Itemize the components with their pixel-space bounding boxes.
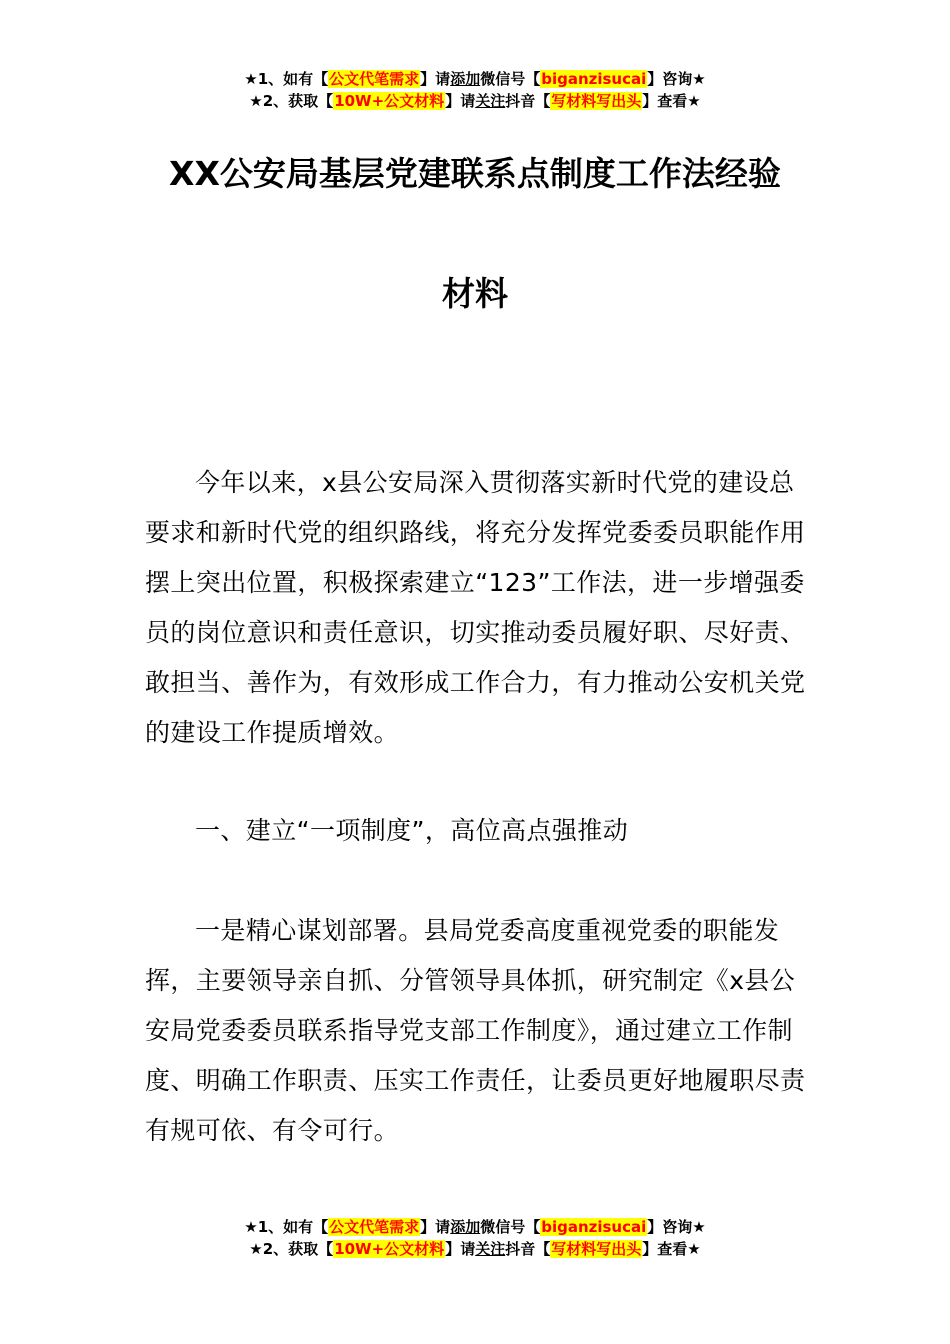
promo-highlight: 10W+公文材料 — [334, 1240, 445, 1258]
promo-banner-bottom — [0, 1216, 950, 1260]
promo-line-1: ★1、如有【公文代笔需求】请添加微信号【biganzisucai】咨询★ — [244, 70, 706, 88]
promo-highlight: 公文代笔需求 — [329, 1218, 420, 1236]
promo-line-2: ★2、获取【10W+公文材料】请关注抖音【写材料写出头】查看★ — [249, 1240, 701, 1258]
body-paragraph-1: 今年以来，x县公安局深入贯彻落实新时代党的建设总要求和新时代党的组织路线，将充分发挥党委委员职能作用摆上突出位置，积极探索建立“123”工作法，进一步增强委员的岗位意识和责任意识，切实推动委员履好职、尽好责、敢担当、善作为，有效形成工作合力，有力推动公安机关党的建设工作提质增效。 — [145, 468, 806, 747]
promo-banner-top — [0, 68, 950, 112]
promo-douyin-id: 写材料写出头 — [551, 92, 642, 110]
body-paragraph-2: 一是精心谋划部署。县局党委高度重视党委的职能发挥，主要领导亲自抓、分管领导具体抓，研究制定《x县公安局党委委员联系指导党支部工作制度》，通过建立工作制度、明确工作职责、压实工作责任，让委员更好地履职尽责有规可依、有令可行。 — [145, 916, 806, 1145]
promo-wechat-id: biganzisucai — [541, 70, 647, 88]
promo-wechat-id: biganzisucai — [541, 1218, 647, 1236]
promo-line-2: ★2、获取【10W+公文材料】请关注抖音【写材料写出头】查看★ — [249, 92, 701, 110]
document-title-line-1: XX公安局基层党建联系点制度工作法经验 — [169, 154, 781, 193]
promo-highlight: 10W+公文材料 — [334, 92, 445, 110]
section-heading-1: 一、建立“一项制度”，高位高点强推动 — [195, 816, 629, 845]
document-title-line-2: 材料 — [442, 274, 508, 313]
promo-line-1: ★1、如有【公文代笔需求】请添加微信号【biganzisucai】咨询★ — [244, 1218, 706, 1236]
promo-highlight: 公文代笔需求 — [329, 70, 420, 88]
promo-douyin-id: 写材料写出头 — [551, 1240, 642, 1258]
